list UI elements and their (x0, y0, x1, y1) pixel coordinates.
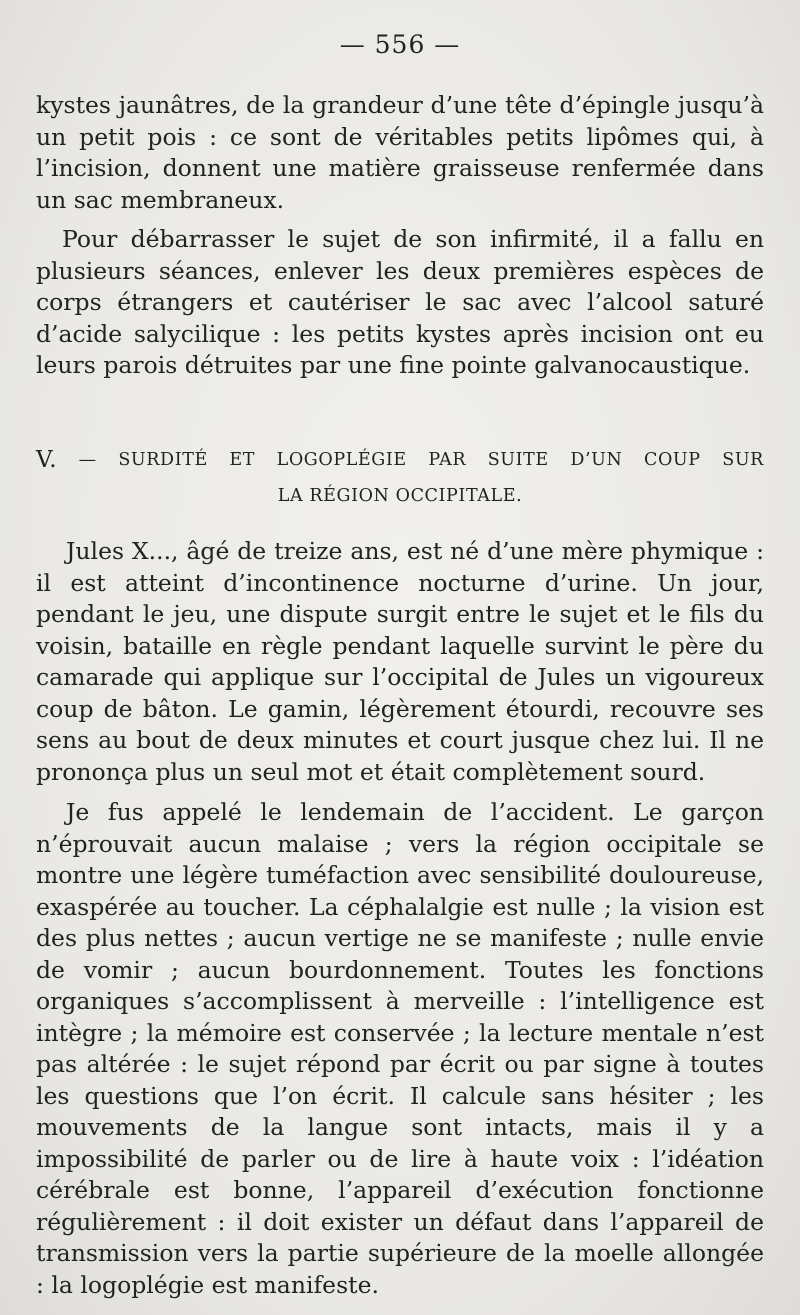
heading-word: LOGOPLÉGIE (276, 450, 407, 470)
paragraph-4: Je fus appelé le lendemain de l’accident. Le garçon n’éprouvait aucun malaise ; vers la région occipitale se montre une légère tuméfaction avec sensibilité douloureuse, exaspérée au toucher. La céphalalgie est nulle ; la vision est des plus nettes ; aucun vertige ne se manifeste ; nulle envie de vomir ; aucun bourdonnement. Toutes les fonctions organiques s’accomplissent à merveille : l’intelligence est intègre ; la mémoire est conservée ; la lecture mentale n’est pas altérée : le sujet répond par écrit ou par signe à toutes les questions que l’on écrit. Il calcule sans hésiter ; les mouvements de la langue sont intacts, mais il y a impossibilité de parler ou de lire à haute voix : l’idéation cérébrale est bonne, l’appareil d’exécution fonctionne régulièrement : il doit exister un défaut dans l’appareil de transmission vers la partie supérieure de la moelle allongée : la logoplégie est manifeste. (36, 798, 764, 1299)
section-heading-line-1 (36, 442, 764, 478)
heading-word: COUP (644, 450, 701, 470)
heading-word: SURDITÉ (118, 450, 208, 470)
heading-word: SUR (722, 450, 764, 470)
paragraph-3: Jules X..., âgé de treize ans, est né d’une mère phymique : il est atteint d’incontinence nocturne d’urine. Un jour, pendant le jeu, une dispute surgit entre le sujet et le fils du voisin, bataille en règle pendant laquelle survint le père du camarade qui applique sur l’occipital de Jules un vigoureux coup de bâton. Le gamin, légèrement étourdi, recouvre ses sens au bout de deux minutes et court jusque chez lui. Il ne prononça plus un seul mot et était complètement sourd. (36, 537, 764, 786)
heading-word: PAR (428, 450, 467, 470)
heading-word: SUITE (487, 450, 549, 470)
paragraph-2: Pour débarrasser le sujet de son infirmité, il a fallu en plusieurs séances, enlever les deux premières espèces de corps étrangers et cautériser le sac avec l’alcool saturé d’acide salycilique : les petits kystes après incision ont eu leurs parois détruites par une fine pointe galvanocaustique. (36, 225, 764, 379)
section-number: V. (36, 447, 58, 473)
section-dash: — (78, 450, 97, 470)
paragraph-1: kystes jaunâtres, de la grandeur d’une tête d’épingle jusqu’à un petit pois : ce sont de véritables petits lipômes qui, à l’incision, donnent une matière graisseuse renfermée dans un sac membraneux. (36, 91, 764, 214)
section-heading (36, 442, 764, 514)
heading-word: D’UN (570, 450, 623, 470)
section-heading-line-2: LA RÉGION OCCIPITALE. (277, 486, 523, 506)
page-number: — 556 — (339, 30, 461, 59)
heading-word: ET (229, 450, 256, 470)
